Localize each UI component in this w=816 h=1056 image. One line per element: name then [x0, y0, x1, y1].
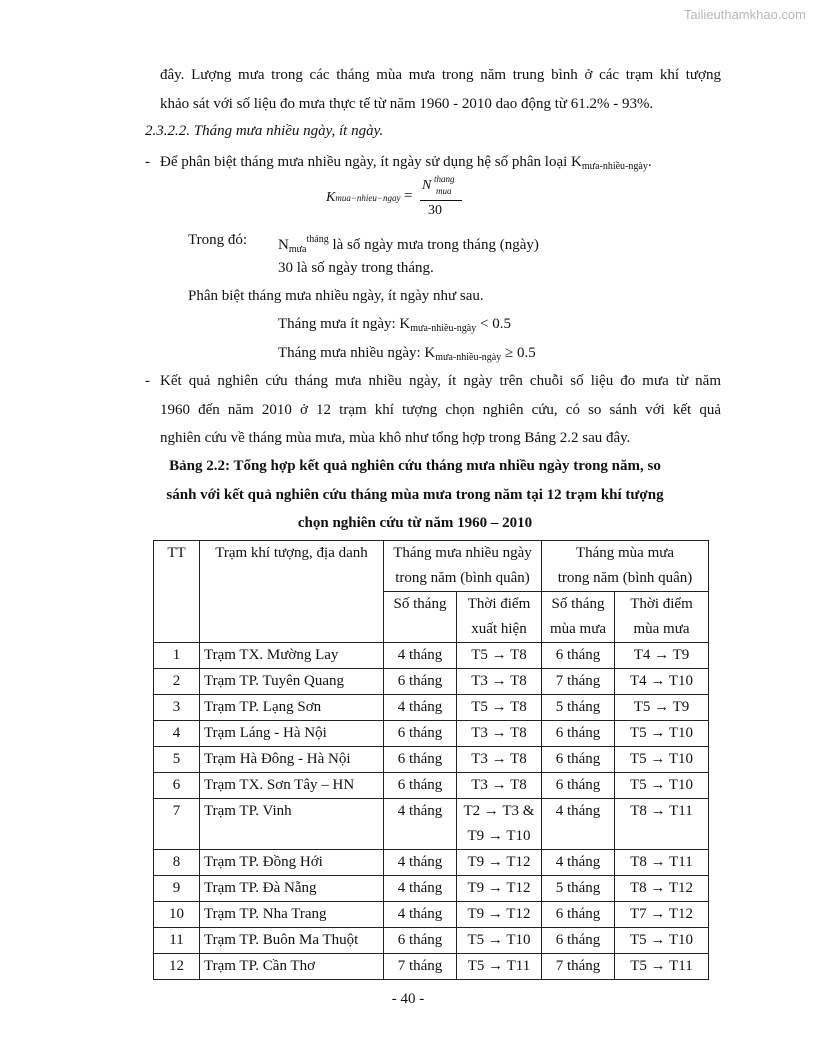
table-caption-line-3: chọn nghiên cứu từ năm 1960 – 2010 [297, 515, 533, 531]
bullet-1-text [160, 152, 652, 177]
table-row: 4 Trạm Láng - Hà Nội 6 tháng T3 → T8 6 tháng T5 → T10 [154, 721, 709, 747]
table-row: 9 Trạm TP. Đà Nẵng 4 tháng T9 → T12 5 tháng T8 → T12 [154, 876, 709, 902]
bullet-2-line-2: 1960 đến năm 2010 ở 12 trạm khí tượng chọn nghiên cứu, có so sánh với kết quả [160, 402, 721, 418]
table-row: 6 Trạm TX. Sơn Tây – HN 6 tháng T3 → T8 6 tháng T5 → T10 [154, 773, 709, 799]
where-line-1: $N_{mưa}^{tháng}$ là số ngày mưa trong tháng (ngày) [278, 234, 539, 255]
paragraph-line-1: đây. Lượng mưa trong các tháng mùa mưa trong năm trung bình ở các trạm khí tượng [160, 67, 721, 83]
table-row: 12 Trạm TP. Cần Thơ 7 tháng T5 → T11 7 tháng T5 → T11 [154, 954, 709, 980]
results-table [153, 540, 709, 980]
page-number: - 40 - [391, 991, 425, 1007]
where-line-2: 30 là số ngày trong tháng. [278, 260, 434, 276]
header-season-month-count: Số tháng mùa mưa [542, 592, 615, 643]
bullet-2-line-1: Kết quả nghiên cứu tháng mưa nhiều ngày, ít ngày trên chuỗi số liệu đo mưa từ năm [160, 373, 721, 389]
k-formula [318, 176, 498, 222]
watermark-text: Tailieuthamkhao.com [683, 7, 806, 22]
where-label: Trong đó: [188, 232, 248, 248]
classify-intro: Phân biệt tháng mưa nhiều ngày, ít ngày như sau. [188, 288, 484, 304]
header-season-time: Thời điểm mùa mưa [615, 592, 709, 643]
fraction-bar [420, 200, 462, 201]
table-row: 11 Trạm TP. Buôn Ma Thuột 6 tháng T5 → T10 6 tháng T5 → T10 [154, 928, 709, 954]
bullet-1-subscript: mưa-nhiều-ngày [581, 161, 648, 172]
where-line-1-text: là số ngày mưa trong tháng (ngày) [332, 237, 539, 253]
header-appearance-time: Thời điểm xuất hiện [457, 592, 542, 643]
table-row: 2 Trạm TP. Tuyên Quang 6 tháng T3 → T8 7 tháng T4 → T10 [154, 669, 709, 695]
formula-equals: = [404, 188, 413, 204]
table-row: 1 Trạm TX. Mường Lay 4 tháng T5 → T8 6 tháng T4 → T9 [154, 643, 709, 669]
table-caption-line-1: Bảng 2.2: Tổng hợp kết quả nghiên cứu tháng mưa nhiều ngày trong năm, so [169, 458, 661, 474]
header-station: Trạm khí tượng, địa danh [200, 541, 384, 643]
formula-numerator: N thang mua [422, 174, 455, 196]
table-row: 10 Trạm TP. Nha Trang 4 tháng T9 → T12 6 tháng T7 → T12 [154, 902, 709, 928]
rule-many-days: Tháng mưa nhiều ngày: $K_{mưa-nhiều-ngày} \ge 0.5$ [278, 345, 536, 363]
formula-n-sub: mua [436, 186, 452, 196]
table-caption-line-2: sánh với kết quả nghiên cứu tháng mùa mưa trong năm tại 12 trạm khí tượng [166, 487, 664, 503]
paragraph-line-2: khảo sát với số liệu đo mưa thực tế từ năm 1960 - 2010 dao động từ 61.2% - 93%. [160, 96, 654, 112]
rule-few-days: Tháng mưa ít ngày: $K_{mưa-nhiều-ngày} < 0.5$ [278, 316, 511, 334]
where-n-sup: tháng [306, 234, 329, 245]
header-tt: TT [154, 541, 200, 643]
formula-denominator: 30 [428, 203, 442, 218]
bullet-2-line-3: nghiên cứu về tháng mùa mưa, mùa khô như tổng hợp trong Bảng 2.2 sau đây. [160, 430, 631, 446]
bullet-1-main: Để phân biệt tháng mưa nhiều ngày, ít ngày sử dụng hệ số phân loại K [160, 154, 582, 170]
where-n-sub: mưa [288, 244, 307, 255]
header-month-count: Số tháng [384, 592, 457, 643]
header-rainy-season-group: Tháng mùa mưa trong năm (bình quân) [542, 541, 709, 592]
formula-k: Kmua−nhieu−ngay [326, 190, 401, 205]
table-row: 5 Trạm Hà Đông - Hà Nội 6 tháng T3 → T8 6 tháng T5 → T10 [154, 747, 709, 773]
table-row: 8 Trạm TP. Đồng Hới 4 tháng T9 → T12 4 tháng T8 → T11 [154, 850, 709, 876]
table-row: 7 Trạm TP. Vinh 4 tháng T2 → T3 & T9 → T10 4 tháng T8 → T11 [154, 799, 709, 850]
header-rainy-days-group: Tháng mưa nhiều ngày trong năm (bình quân) [384, 541, 542, 592]
bullet-dash-2: - [145, 373, 150, 389]
section-heading: 2.3.2.2. Tháng mưa nhiều ngày, ít ngày. [145, 123, 384, 139]
formula-k-subscript: mua−nhieu−ngay [335, 193, 401, 203]
table-row: 3 Trạm TP. Lạng Sơn 4 tháng T5 → T8 5 tháng T5 → T9 [154, 695, 709, 721]
bullet-1-end: . [647, 154, 652, 170]
bullet-dash-1: - [145, 154, 150, 170]
formula-n-sup: thang [434, 174, 455, 184]
